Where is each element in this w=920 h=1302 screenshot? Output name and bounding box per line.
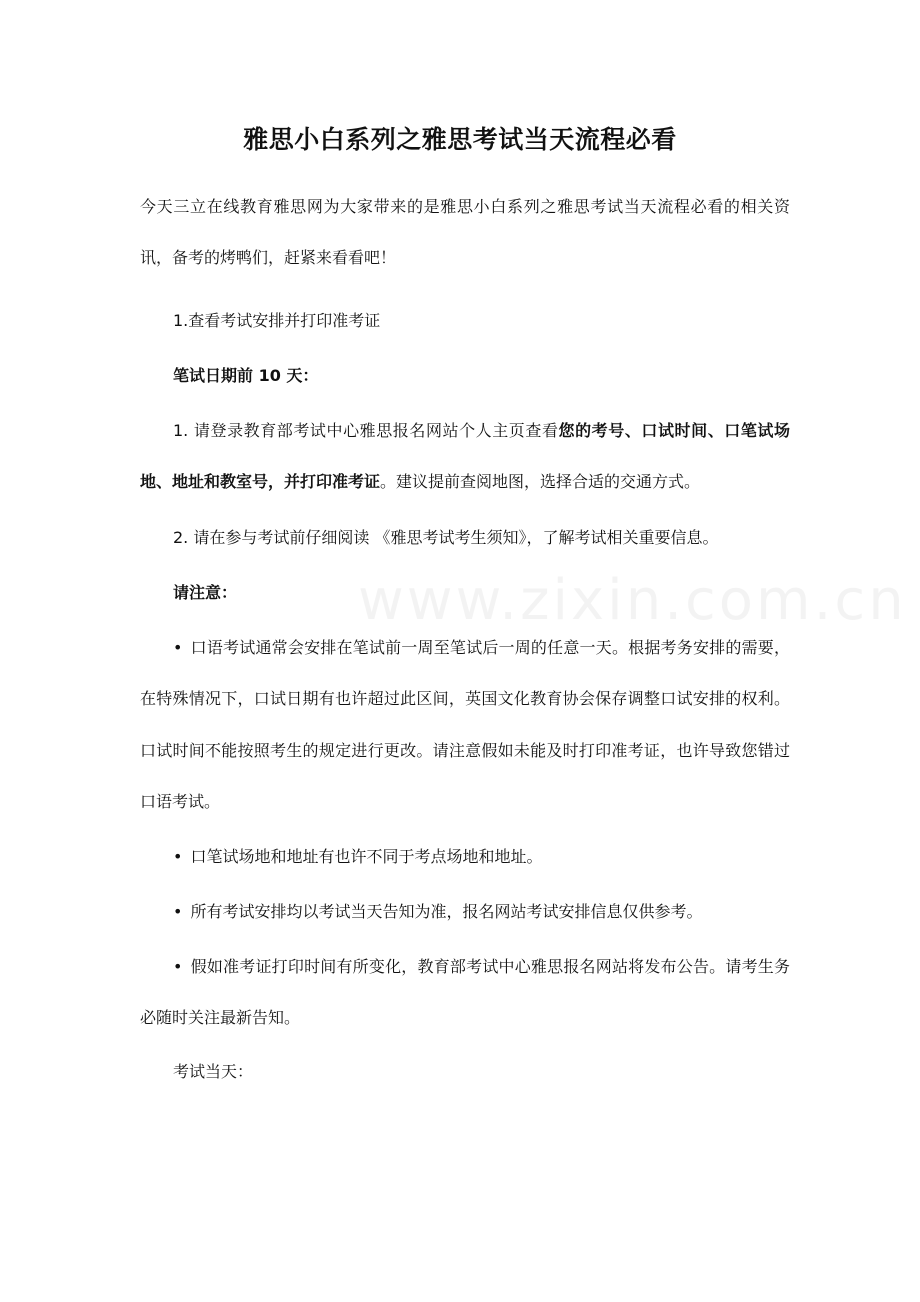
bullet-text: 假如准考证打印时间有所变化，教育部考试中心雅思报名网站将发布公告。请考生务必随时关注最新告知。 [140, 957, 790, 1028]
bullet-text: 口笔试场地和地址有也许不同于考点场地和地址。 [190, 847, 543, 866]
exam-day-heading: 考试当天： [173, 1062, 254, 1081]
step1-bold: 您的考号、口试时间、口笔试场地、地址和教室号，并打印准考证 [140, 421, 790, 492]
bullet-item [140, 886, 790, 937]
step2-paragraph: 2. 请在参与考试前仔细阅读 《雅思考试考生须知》，了解考试相关重要信息。 [173, 528, 719, 547]
intro-paragraph: 今天三立在线教育雅思网为大家带来的是雅思小白系列之雅思考试当天流程必看的相关资讯，备考的烤鸭们，赶紧来看看吧！ [140, 197, 790, 268]
bullet-item [140, 622, 790, 828]
step1-suffix: 。建议提前查阅地图，选择合适的交通方式。 [380, 472, 701, 492]
step1-prefix: 1. 请登录教育部考试中心雅思报名网站个人主页查看 [173, 421, 559, 440]
bullet-icon: • [173, 847, 183, 866]
bullet-text: 口语考试通常会安排在笔试前一周至笔试后一周的任意一天。根据考务安排的需要，在特殊情况下，口试日期有也许超过此区间，英国文化教育协会保存调整口试安排的权利。口试时间不能按照考生的规定进行更改。请注意假如未能及时打印准考证，也许导致您错过口语考试。 [140, 638, 790, 812]
bullet-icon: • [173, 902, 183, 921]
before-exam-heading: 笔试日期前 10 天： [173, 366, 319, 385]
bullet-item [140, 941, 790, 1044]
section1-heading: 1.查看考试安排并打印准考证 [173, 311, 381, 330]
notice-heading: 请注意： [173, 583, 238, 602]
bullet-item [140, 831, 790, 882]
bullet-icon: • [173, 957, 183, 976]
bullet-icon: • [173, 638, 183, 657]
step1-paragraph [140, 405, 790, 508]
document-title: 雅思小白系列之雅思考试当天流程必看 [243, 125, 677, 154]
bullet-text: 所有考试安排均以考试当天告知为准，报名网站考试安排信息仅供参考。 [190, 902, 703, 921]
